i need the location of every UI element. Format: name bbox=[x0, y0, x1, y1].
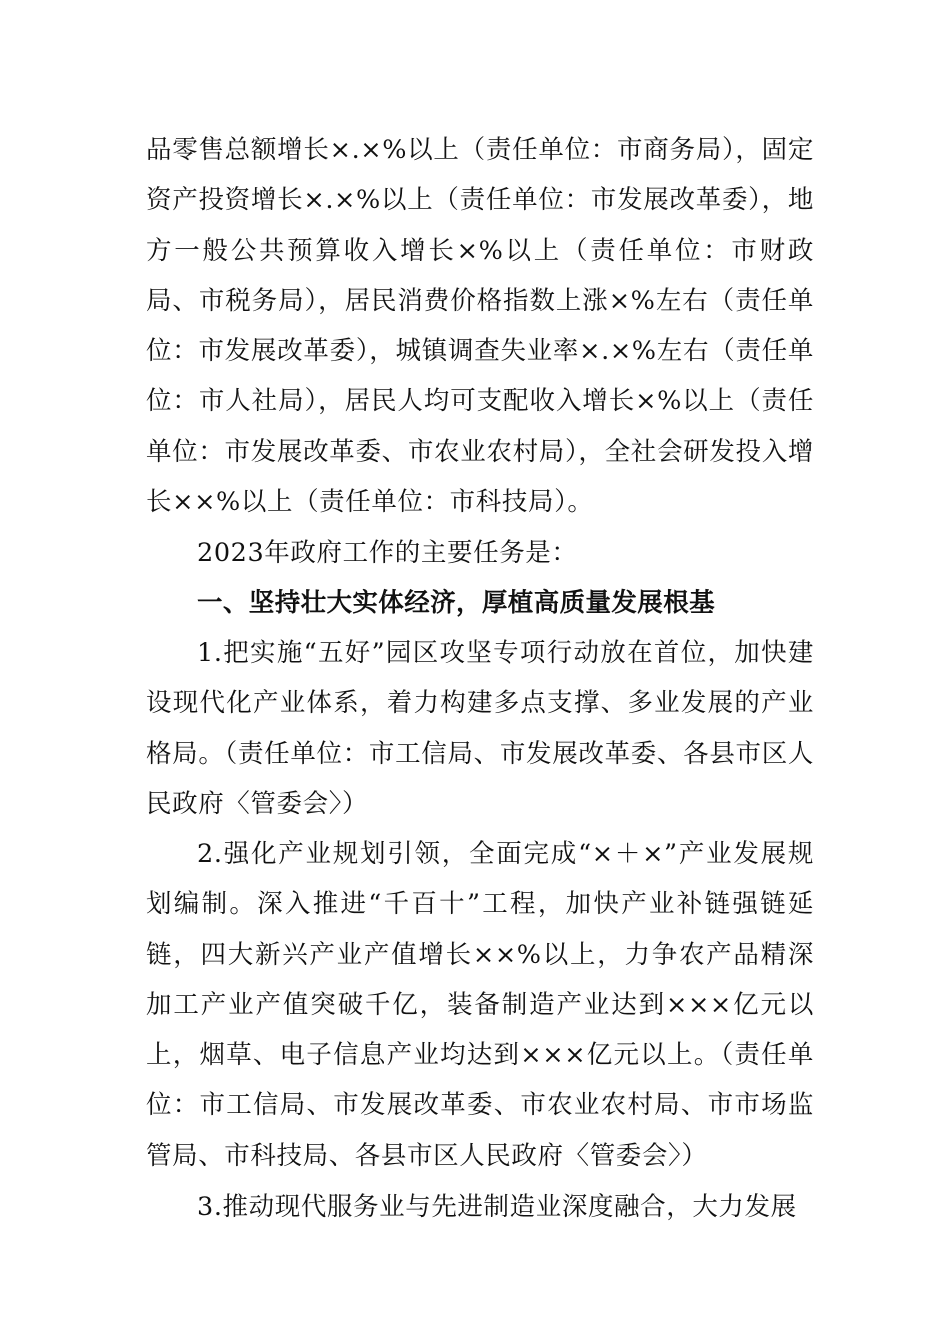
paragraph-targets-continued: 品零售总额增长×.×%以上（责任单位：市商务局），固定资产投资增长×.×%以上（责任单位：市发展改革委），地方一般公共预算收入增长×%以上（责任单位：市财政局、市税务局），居民消费价格指数上涨×%左右（责任单位：市发展改革委），城镇调查失业率×.×%左右（责任单位：市人社局），居民人均可支配收入增长×%以上（责任单位：市发展改革委、市农业农村局），全社会研发投入增长××%以上（责任单位：市科技局）。 bbox=[146, 135, 814, 518]
section-heading-1: 一、坚持壮大实体经济，厚植高质量发展根基 bbox=[197, 588, 716, 618]
list-item-3: 3.推动现代服务业与先进制造业深度融合，大力发展 bbox=[197, 1192, 797, 1222]
list-item-2: 2.强化产业规划引领，全面完成“×＋×”产业发展规划编制。深入推进“千百十”工程，加快产业补链强链延链，四大新兴产业产值增长××%以上，力争农产品精深加工产业产值突破千亿，装备制造产业达到×××亿元以上，烟草、电子信息产业均达到×××亿元以上。（责任单位：市工信局、市发展改革委、市农业农村局、市市场监管局、市科技局、各县市区人民政府〈管委会〉） bbox=[146, 839, 814, 1171]
list-item-1: 1.把实施“五好”园区攻坚专项行动放在首位，加快建设现代化产业体系，着力构建多点支撑、多业发展的产业格局。（责任单位：市工信局、市发展改革委、各县市区人民政府〈管委会〉） bbox=[146, 638, 814, 819]
paragraph-main-tasks-intro: 2023年政府工作的主要任务是： bbox=[197, 538, 578, 568]
